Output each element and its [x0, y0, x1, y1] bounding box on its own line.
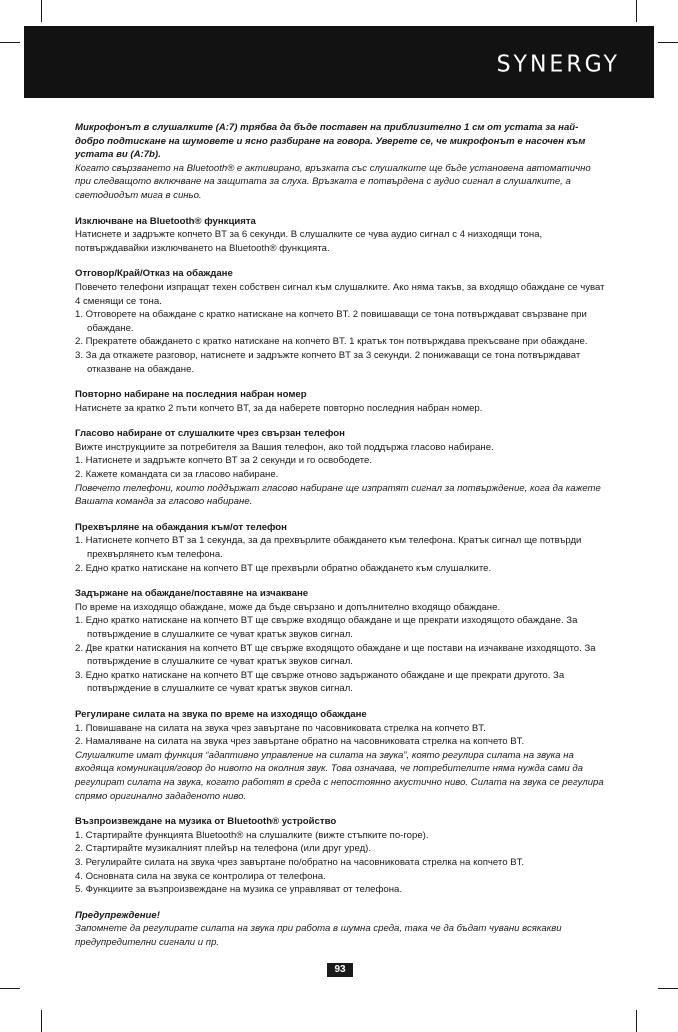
section-heading: Отговор/Край/Отказ на обаждане: [75, 268, 233, 280]
section-heading: Прехвърляне на обаждания към/от телефон: [75, 521, 287, 533]
section-music: [75, 815, 605, 897]
list-item: 2. Прекратете обаждането с кратко натискане на копчето BT. 1 кратък тон потвърждава прекъсване при обаждане.: [75, 336, 588, 348]
section-heading: Регулиране силата на звука по време на изходящо обаждане: [75, 708, 367, 720]
section-text: Натиснете и задръжте копчето BT за 6 секунди. В слушалките се чува аудио сигнал с 4 низходящи тона, потвърждавайки изключването на Bluetooth® функцията.: [75, 229, 543, 254]
crop-mark: [636, 0, 637, 22]
section-text: Повечето телефони изпращат техен собствен сигнал към слушалките. Ако няма такъв, за входящо обаждане се чуват 4 сменящи се тона.: [75, 281, 605, 307]
section-volume: [75, 708, 605, 803]
crop-mark: [658, 42, 678, 43]
list-item: 2. Намаляване на силата на звука чрез завъртане обратно на часовниковата стрелка на копчето BT.: [75, 736, 525, 748]
section-text: Натиснете за кратко 2 пъти копчето BT, за да наберете повторно последния набран номер.: [75, 402, 483, 414]
crop-mark: [636, 1010, 637, 1032]
list-item: 1. Стартирайте функцията Bluetooth® на слушалките (вижте стъпките по-горе).: [75, 829, 429, 841]
list-item: 1. Повишаване на силата на звука чрез завъртане по часовниковата стрелка на копчето BT.: [75, 722, 486, 734]
bluetooth-connection-note: Когато свързването на Bluetooth® е активирано, връзката със слушалките ще бъде установена автоматично при следващото включване на защитата за слуха. Връзката е потвърдена с аудио сигнал в слушалките, а светодиодът мига в синьо.: [75, 162, 591, 201]
list-item: 3. За да откажете разговор, натиснете и задръжте копчето BT за 3 секунди. 2 понижаващи се тона потвърждават отказване на обаждане.: [75, 349, 581, 375]
crop-mark: [0, 42, 20, 43]
list-item: 3. Регулирайте силата на звука чрез завъртане по/обратно на часовниковата стрелка на копчето BT.: [75, 856, 525, 868]
page-content: [75, 121, 605, 961]
list-item: 1. Отговорете на обаждане с кратко натискане на копчето BT. 2 повишаващи се тона потвърждават свързване при обаждане.: [75, 309, 587, 334]
list-item: 3. Едно кратко натискане на копчето BT ще свърже отново задържаното обаждане и ще прекрати другото. За потвърждение в слушалките се чуват кратък звуков сигнал.: [75, 669, 565, 695]
crop-mark: [41, 1010, 42, 1032]
list-item: 1. Едно кратко натискане на копчето BT ще свърже входящо обаждане и ще прекрати изходящото обаждане. За потвърждение в слушалките се чуват кратък звуков сигнал.: [75, 615, 578, 640]
section-answer-call: [75, 267, 605, 376]
section-note: Слушалките имат функция “адаптивно управление на силата на звука”, която регулира силата на звука на входяща комуникация/говор до нивото на околния звук. Това означава, че потребителите няма нужда сами да регулират силата на звука, когато работят в среда с непостоянно акустично ниво. Силата на звука се регулира спрямо оригинално зададеното ниво.: [75, 749, 604, 802]
list-item: 2. Стартирайте музикалният плейър на телефона (или друг уред).: [75, 843, 372, 855]
section-warning: [75, 909, 605, 950]
list-item: 1. Натиснете копчето BT за 1 секунда, за да прехвърлите обаждането към телефона. Кратък сигнал ще потвърди прехвърлянето към телефона.: [75, 535, 582, 561]
section-heading: Гласово набиране от слушалките чрез свързан телефон: [75, 428, 345, 440]
crop-mark: [41, 0, 42, 22]
section-note: Повечето телефони, които поддържат гласово набиране ще изпратят сигнал за потвърждение, кога да кажете Вашата команда за гласово набиране.: [75, 482, 601, 508]
list-item: 2. Кажете командата си за гласово набиране.: [75, 469, 279, 481]
warning-text: Запомнете да регулирате силата на звука при работа в шумна среда, така че да бъдат чувани всякакви предупредителни сигнали и пр.: [75, 923, 562, 948]
section-transfer-call: [75, 521, 605, 575]
section-heading: Възпроизвеждане на музика от Bluetooth® устройство: [75, 816, 337, 828]
section-heading: Задържане на обаждане/поставяне на изчакване: [75, 588, 309, 600]
intro-section: [75, 121, 605, 203]
section-text: Вижте инструкциите за потребителя за Вашия телефон, ако той поддържа гласово набиране.: [75, 441, 494, 453]
section-bluetooth-off: [75, 215, 605, 256]
list-item: 2. Едно кратко натискане на копчето BT ще прехвърли обратно обаждането към слушалките.: [75, 562, 492, 574]
crop-mark: [0, 988, 20, 989]
list-item: 5. Функциите за възпроизвеждане на музика се управляват от телефона.: [75, 884, 403, 896]
list-item: 4. Основната сила на звука се контролира от телефона.: [75, 870, 326, 882]
section-hold-call: [75, 587, 605, 696]
brand-logo: SYNERGY: [496, 51, 620, 78]
section-redial: [75, 388, 605, 415]
crop-mark: [658, 988, 678, 989]
section-heading: Изключване на Bluetooth® функцията: [75, 215, 256, 227]
page-number: 93: [327, 963, 353, 977]
section-heading: Повторно набиране на последния набран номер: [75, 389, 307, 401]
list-item: 2. Две кратки натискания на копчето BT ще свърже входящото обаждане и ще постави на изчакване изходящото. За потвърждение в слушалките се чуват кратък звуков сигнал.: [75, 642, 596, 668]
list-item: 1. Натиснете и задръжте копчето BT за 2 секунди и го освободете.: [75, 455, 373, 467]
warning-heading: Предупреждение!: [75, 909, 160, 921]
mic-placement-note: Микрофонът в слушалките (A:7) трябва да бъде поставен на приблизително 1 см от устата за най-добро подтискане на шумовете и ясно разбиране на говора. Уверете се, че микрофонът е насочен към устата ви (A:7b).: [75, 122, 586, 161]
section-voice-dial: [75, 427, 605, 509]
section-text: По време на изходящо обаждане, може да бъде свързано и допълнително входящо обаждане.: [75, 601, 501, 613]
